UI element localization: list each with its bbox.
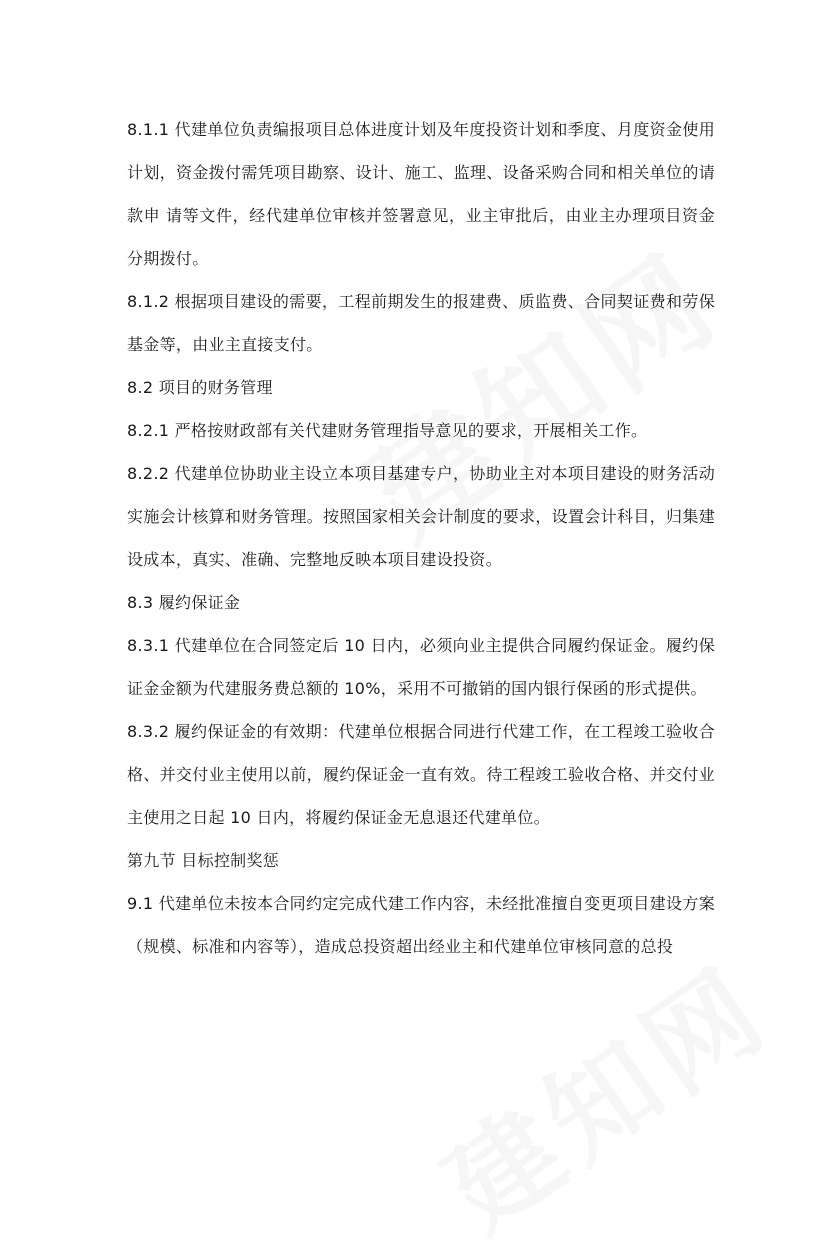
document-body	[127, 108, 715, 968]
section-heading-8-2: 8.2 项目的财务管理	[127, 378, 273, 397]
paragraph-8-2-1: 8.2.1 严格按财政部有关代建财务管理指导意见的要求，开展相关工作。	[127, 421, 648, 440]
paragraph-8-2-2: 8.2.2 代建单位协助业主设立本项目基建专户，协助业主对本项目建设的财务活动实施会计核算和财务管理。按照国家相关会计制度的要求，设置会计科目，归集建设成本，真实、准确、完整地反映本项目建设投资。	[127, 464, 715, 569]
paragraph-8-1-2: 8.1.2 根据项目建设的需要，工程前期发生的报建费、质监费、合同契证费和劳保基金等，由业主直接支付。	[127, 292, 715, 354]
chapter-heading-9: 第九节 目标控制奖惩	[127, 851, 280, 870]
section-heading-8-3: 8.3 履约保证金	[127, 593, 241, 612]
paragraph-8-3-2: 8.3.2 履约保证金的有效期：代建单位根据合同进行代建工作，在工程竣工验收合格、并交付业主使用以前，履约保证金一直有效。待工程竣工验收合格、并交付业主使用之日起 10 日内，将履约保证金无息退还代建单位。	[127, 722, 715, 827]
watermark	[410, 924, 796, 1259]
paragraph-8-3-1: 8.3.1 代建单位在合同签定后 10 日内，必须向业主提供合同履约保证金。履约保证金金额为代建服务费总额的 10%，采用不可撤销的国内银行保函的形式提供。	[127, 636, 715, 698]
paragraph-9-1: 9.1 代建单位未按本合同约定完成代建工作内容，未经批准擅自变更项目建设方案（规模、标准和内容等），造成总投资超出经业主和代建单位审核同意的总投	[127, 894, 715, 956]
paragraph-8-1-1: 8.1.1 代建单位负责编报项目总体进度计划及年度投资计划和季度、月度资金使用计划，资金拨付需凭项目勘察、设计、施工、监理、设备采购合同和相关单位的请款申 请等文件，经代建单位审核并签署意见，业主审批后，由业主办理项目资金分期拨付。	[127, 120, 715, 268]
